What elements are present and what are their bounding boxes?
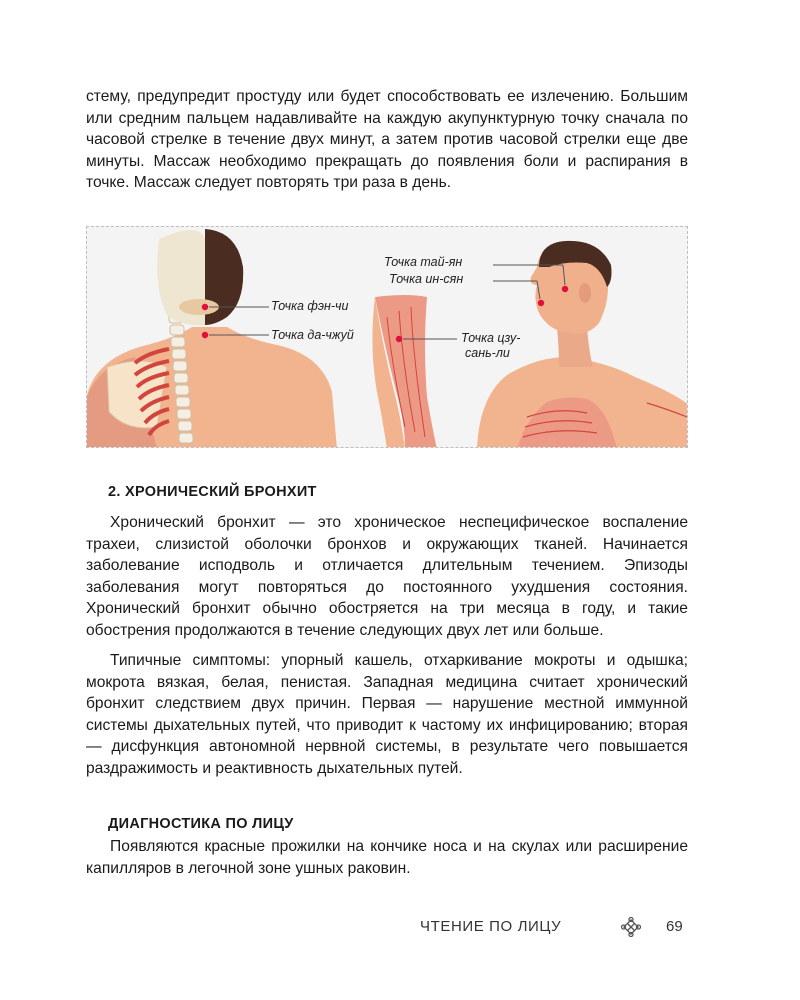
label-fen-chi: Точка фэн-чи [271,299,349,313]
label-da-zhui: Точка да-чжуй [271,328,354,342]
intro-paragraph: стему, предупредит простуду или будет способствовать ее излечению. Большим или средним пальцем надавливайте на каждую акупунктурную точку сначала по часовой стрелке в течение двух минут, а затем против часовой стрелки еще две минуты. Массаж необходимо прекращать до появления боли и распирания в точке. Массаж следует повторять три раза в день. [86,88,688,191]
label-tszu-san-li-line2: сань-ли [465,346,510,360]
leg-figure [372,295,457,448]
section-heading: 2. ХРОНИЧЕСКИЙ БРОНХИТ [108,484,317,500]
label-in-syan: Точка ин-сян [389,272,464,286]
acupuncture-figure [86,226,688,448]
section-paragraph-1: Хронический бронхит — это хроническое неспецифическое воспаление трахеи, слизистой оболочки бронхов и окружающих тканей. Начинается заболевание исподволь и отличается длительным течением. Эпизоды заболевания могут повторяться до постоянного ухудшения состояния. Хронический бронхит обычно обостряется на три месяца в году, и такие обострения продолжаются в течение следующих двух лет или больше. [86,514,688,639]
label-tai-yan: Точка тай-ян [384,255,463,269]
running-title: ЧТЕНИЕ ПО ЛИЦУ [420,918,562,935]
label-tszu-san-li-line1: Точка цзу- [461,331,521,345]
diagnosis-heading: ДИАГНОСТИКА ПО ЛИЦУ [108,816,294,832]
diagnosis-paragraph: Появляются красные прожилки на кончике носа и на скулах или расширение капилляров в легочной зоне ушных раковин. [86,838,688,877]
endless-knot-icon [621,917,641,942]
section-paragraph-2: Типичные симптомы: упорный кашель, отхаркивание мокроты и одышка; мокрота вязкая, белая, пенистая. Западная медицина считает хронический бронхит следствием двух причин. Первая — нарушение местной иммунной системы дыхательных путей, что приводит к частому их инфицированию; вторая — дисфункция автономной нервной системы, в результате чего повышается раздражимость и реактивность дыхательных путей. [86,652,688,777]
page-number: 69 [666,918,683,935]
